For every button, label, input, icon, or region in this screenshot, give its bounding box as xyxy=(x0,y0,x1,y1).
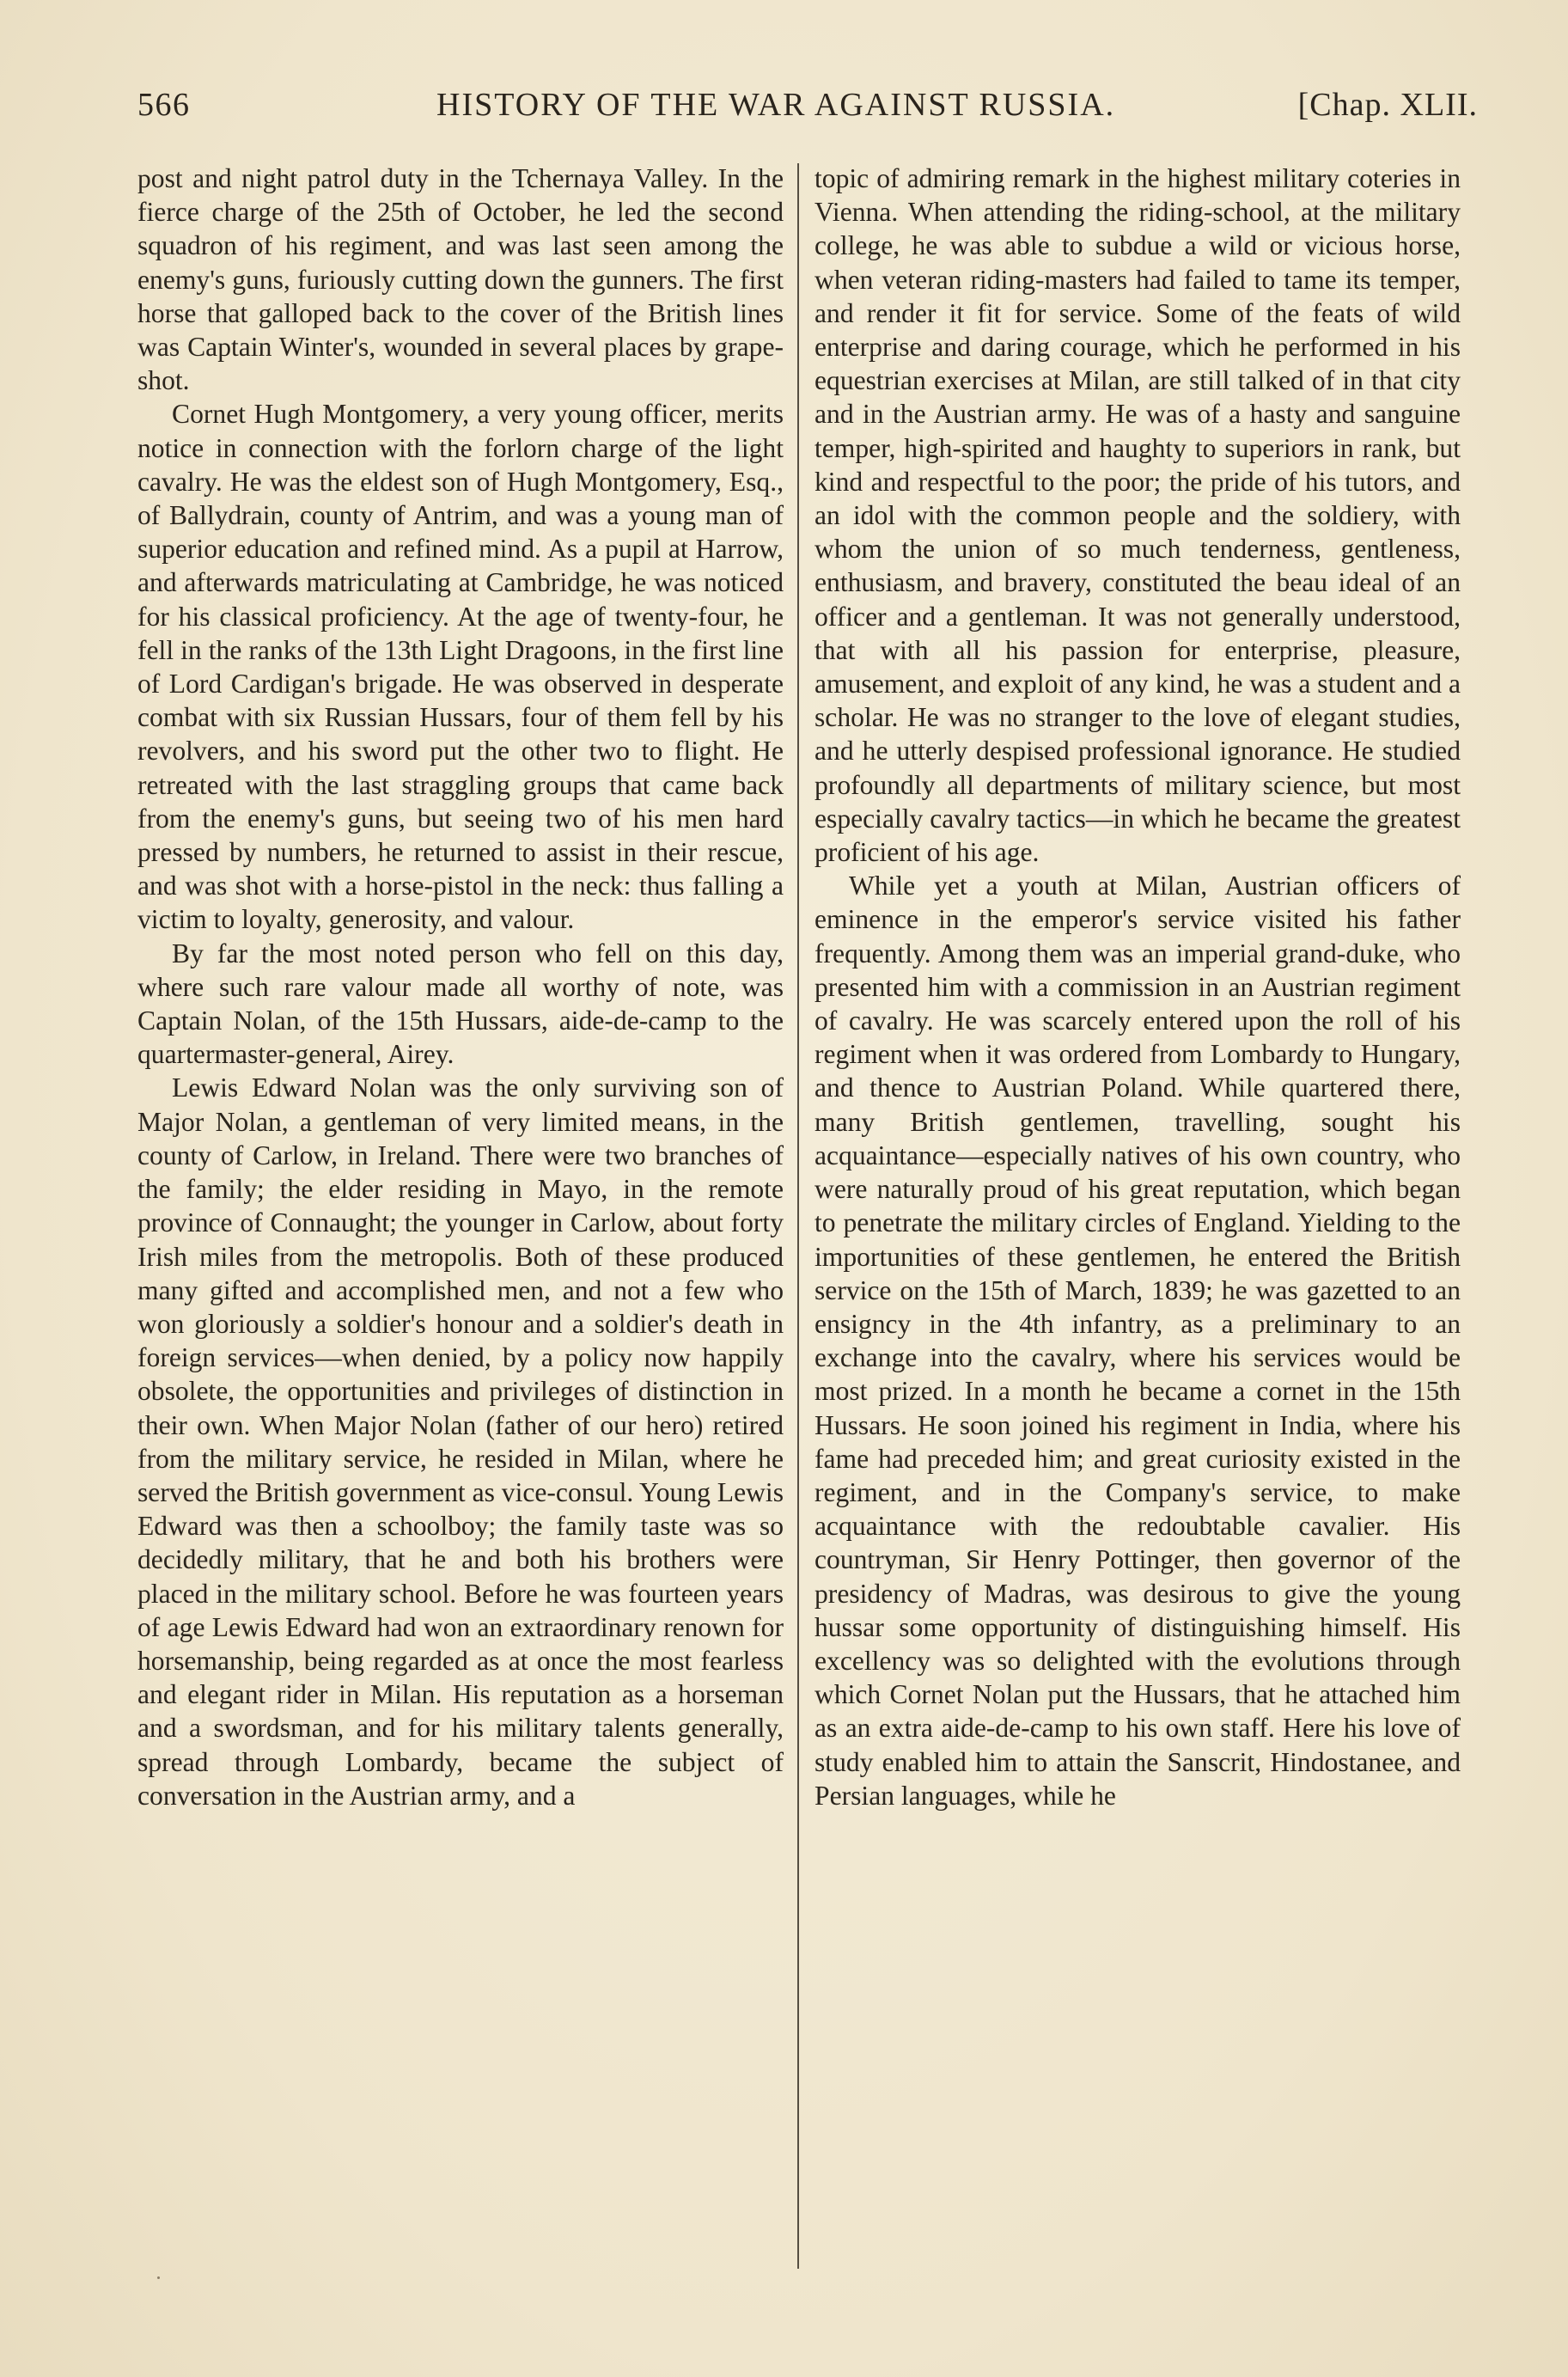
right-paragraph-1: topic of admiring remark in the highest military coteries in Vienna. When attending the riding-school, at the military college, he was able to subdue a wild or vicious horse, when veteran riding-masters had failed to tame its temper, and render it fit for service. Some of the feats of wild enterprise and daring courage, which he performed in his equestrian exercises at Milan, are still talked of in that city and in the Austrian army. He was of a hasty and sanguine temper, high-spirited and haughty to superiors in rank, but kind and respectful to the poor; the pride of his tutors, and an idol with the common people and the soldiery, with whom the union of so much tenderness, gentleness, enthusiasm, and bravery, constituted the beau ideal of an officer and a gentleman. It was not generally understood, that with all his passion for enterprise, pleasure, amusement, and exploit of any kind, he was a student and a scholar. He was no stranger to the love of elegant studies, and he utterly despised professional ignorance. He studied profoundly all departments of military science, but most especially cavalry tactics—in which he became the greatest proficient of his age. xyxy=(815,163,1461,868)
running-header xyxy=(137,86,1478,137)
right-column xyxy=(815,162,1461,1812)
chapter-label: [Chap. XLII. xyxy=(1297,87,1478,123)
left-paragraph-2: Cornet Hugh Montgomery, a very young officer, merits notice in connection with the forlorn charge of the light cavalry. He was the eldest son of Hugh Montgomery, Esq., of Ballydrain, county of Antrim, and was a young man of superior education and refined mind. As a pupil at Harrow, and afterwards matriculating at Cambridge, he was noticed for his classical proficiency. At the age of twenty-four, he fell in the ranks of the 13th Light Dragoons, in the first line of Lord Cardigan's brigade. He was observed in desperate combat with six Russian Hussars, four of them fell by his revolvers, and his sword put the other two to flight. He retreated with the last straggling groups that came back from the enemy's guns, but seeing two of his men hard pressed by numbers, he returned to assist in their rescue, and was shot with a horse-pistol in the neck: thus falling a victim to loyalty, generosity, and valour. xyxy=(137,399,784,935)
left-paragraph-1: post and night patrol duty in the Tchernaya Valley. In the fierce charge of the 25th of October, he led the second squadron of his regiment, and was last seen among the enemy's guns, furiously cutting down the gunners. The first horse that galloped back to the cover of the British lines was Captain Winter's, wounded in several places by grape-shot. xyxy=(137,163,784,396)
paper-speck xyxy=(157,2276,160,2279)
running-title: HISTORY OF THE WAR AGAINST RUSSIA. xyxy=(436,87,1116,123)
column-divider xyxy=(797,163,799,2269)
page-number: 566 xyxy=(137,87,191,123)
left-column xyxy=(137,162,784,1812)
right-paragraph-2: While yet a youth at Milan, Austrian officers of eminence in the emperor's service visited his father frequently. Among them was an imperial grand-duke, who presented him with a commission in an Austrian regiment of cavalry. He was scarcely entered upon the roll of his regiment when it was ordered from Lombardy to Hungary, and thence to Austrian Poland. While quartered there, many British gentlemen, travelling, sought his acquaintance—especially natives of his own country, who were naturally proud of his great reputation, which began to penetrate the military circles of England. Yielding to the importunities of these gentlemen, he entered the British service on the 15th of March, 1839; he was gazetted to an ensigncy in the 4th infantry, as a preliminary to an exchange into the cavalry, where his services would be most prized. In a month he became a cornet in the 15th Hussars. He soon joined his regiment in India, where his fame had preceded him; and great curiosity existed in the regiment, and in the Company's service, to make acquaintance with the redoubtable cavalier. His countryman, Sir Henry Pottinger, then governor of the presidency of Madras, was desirous to give the young hussar some opportunity of distinguishing himself. His excellency was so delighted with the evolutions through which Cornet Nolan put the Hussars, that he attached him as an extra aide-de-camp to his own staff. Here his love of study enabled him to attain the Sanscrit, Hindostanee, and Persian languages, while he xyxy=(815,871,1461,1811)
left-paragraph-4: Lewis Edward Nolan was the only surviving son of Major Nolan, a gentleman of very limited means, in the county of Carlow, in Ireland. There were two branches of the family; the elder residing in Mayo, in the remote province of Connaught; the younger in Carlow, about forty Irish miles from the metropolis. Both of these produced many gifted and accomplished men, and not a few who won gloriously a soldier's honour and a soldier's death in foreign services—when denied, by a policy now happily obsolete, the opportunities and privileges of distinction in their own. When Major Nolan (father of our hero) retired from the military service, he resided in Milan, where he served the British government as vice-consul. Young Lewis Edward was then a schoolboy; the family taste was so decidedly military, that he and both his brothers were placed in the military school. Before he was fourteen years of age Lewis Edward had won an extraordinary renown for horsemanship, being regarded as at once the most fearless and elegant rider in Milan. His reputation as a horseman and a swordsman, and for his military talents generally, spread through Lombardy, became the subject of conversation in the Austrian army, and a xyxy=(137,1072,784,1811)
left-paragraph-3: By far the most noted person who fell on this day, where such rare valour made all worthy of note, was Captain Nolan, of the 15th Hussars, aide-de-camp to the quartermaster-general, Airey. xyxy=(137,938,784,1070)
